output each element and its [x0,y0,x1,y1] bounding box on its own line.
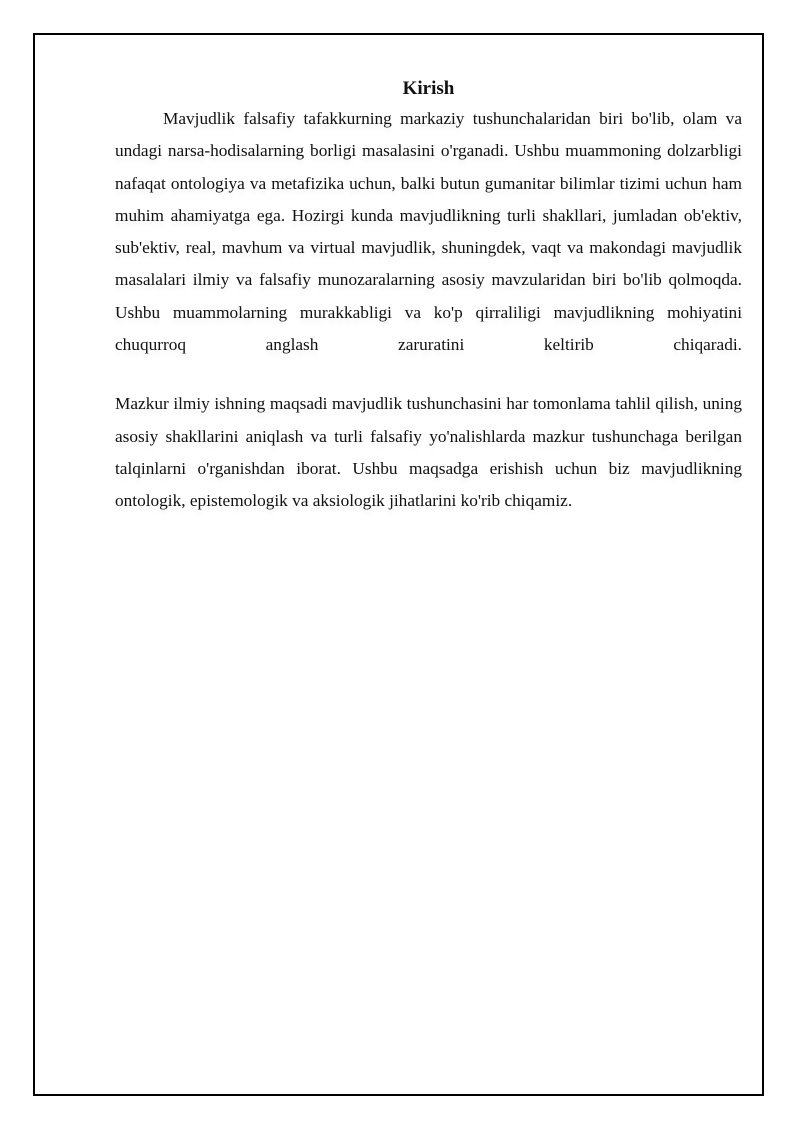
document-body [115,75,742,518]
paragraph-purpose: Mazkur ilmiy ishning maqsadi mavjudlik tushunchasini har tomonlama tahlil qilish, uning asosiy shakllarini aniqlash va turli falsafiy yo'nalishlarda mazkur tushunchaga berilgan talqinlarni o'rganishdan iborat. Ushbu maqsadga erishish uchun biz mavjudlikning ontologik, epistemologik va aksiologik jihatlarini ko'rib chiqamiz. [115,394,742,511]
document-title: Kirish [402,78,455,99]
paragraph-spacer [115,361,742,388]
paragraph-introduction: Mavjudlik falsafiy tafakkurning markaziy tushunchalaridan biri bo'lib, olam va undagi narsa-hodisalarning borligi masalasini o'rganadi. Ushbu muammoning dolzarbligi nafaqat ontologiya va metafizika uchun, balki butun gumanitar bilimlar tizimi uchun ham muhim ahamiyatga ega. Hozirgi kunda mavjudlikning turli shakllari, jumladan ob'ektiv, sub'ektiv, real, mavhum va virtual mavjudlik, shuningdek, vaqt va makondagi mavjudlik masalalari ilmiy va falsafiy munozaralarning asosiy mavzularidan biri bo'lib qolmoqda. Ushbu muammolarning murakkabligi va ko'p qirraliligi mavjudlikning mohiyatini chuqurroq anglash zaruratini keltirib chiqaradi. [115,109,742,355]
